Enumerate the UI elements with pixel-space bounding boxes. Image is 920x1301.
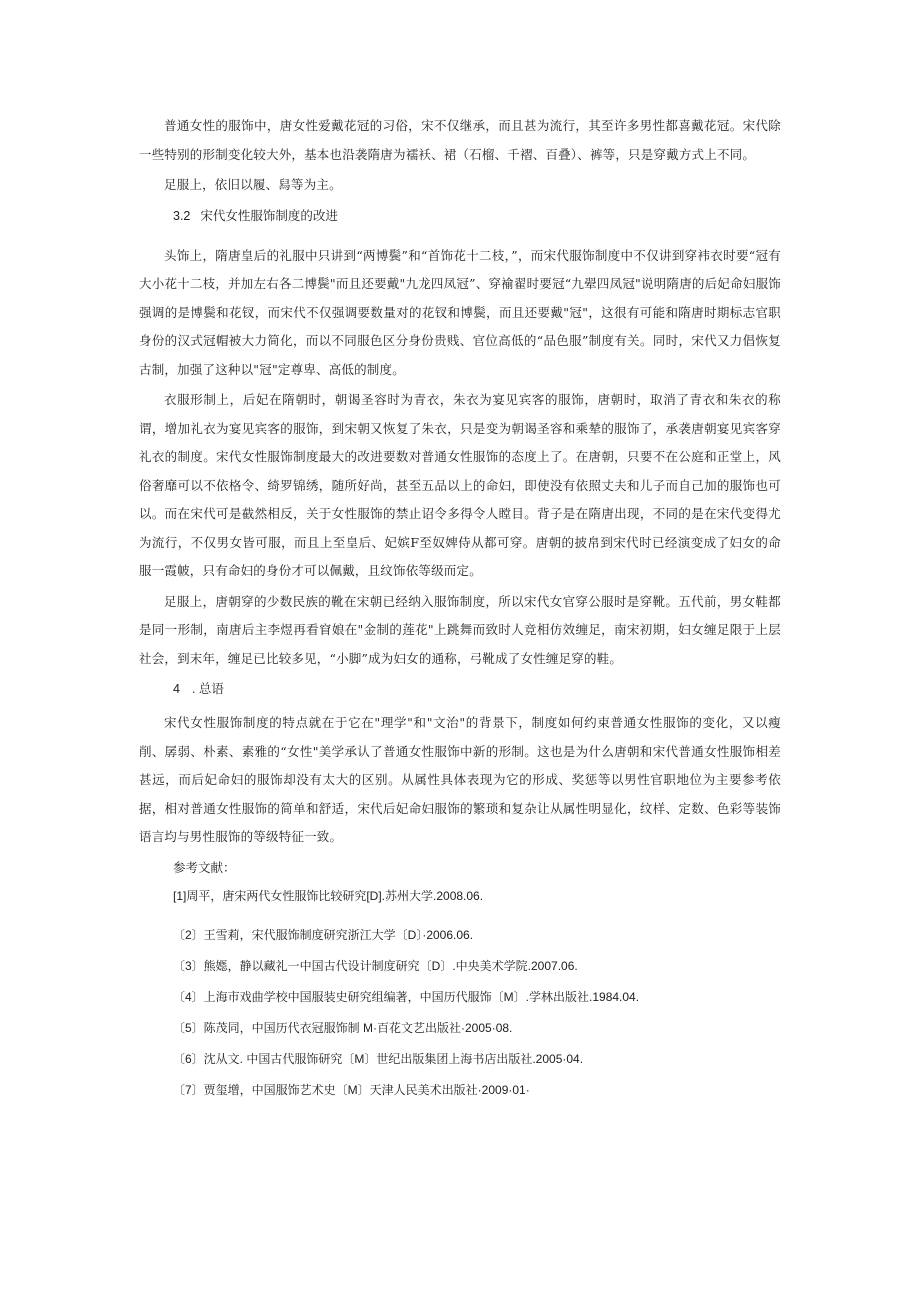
paragraph-footwear: 足服上，依旧以履、舄等为主。 [164, 177, 342, 192]
document-page [139, 112, 781, 1111]
reference-item: 〔6〕沈从文. 中国古代服饰研究〔M〕世纪出版集团上海书店出版社.2005·04. [173, 1051, 584, 1066]
paragraph-garment-form: 衣服形制上，后妃在隋朝时，朝谒圣容时为青衣，朱衣为宴见宾客的服饰，唐朝时，取消了青衣和朱衣的称谓，增加礼衣为宴见宾客的服饰，到宋朝又恢复了朱衣，只是变为朝谒圣容和乘辇的服饰了，承袭唐朝宴见宾客穿礼衣的制度。宋代女性服饰制度最大的改进要数对普通女性服饰的态度上了。在唐朝，只要不在公庭和正堂上，风俗奢靡可以不依格令、绮罗锦绣，随所好尚，甚至五品以上的命妇，即使没有依照丈夫和儿子而自己加的服饰也可以。而在宋代可是截然相反，关于女性服饰的禁止诏令多得令人瞠目。背子是在隋唐出现，不同的是在宋代变得尤为流行，不仅男女皆可服，而且上至皇后、妃嫔F至奴婢侍从都可穿。唐朝的披帛到宋代时已经演变成了妇女的命服一霞帔，只有命妇的身份才可以佩戴，且纹饰依等级而定。 [139, 392, 781, 578]
references-label: 参考文献： [173, 859, 236, 875]
section-heading-4 [139, 675, 781, 703]
section-number: 3.2 [173, 208, 191, 223]
reference-item: 〔2〕王雪莉，宋代服饰制度研究浙江大学〔D〕·2006.06. [173, 927, 474, 942]
reference-item: [1]周平，唐宋两代女性服饰比较研究[D].苏州大学.2008.06. [173, 888, 484, 903]
section-heading-3-2 [139, 202, 781, 230]
reference-item: 〔3〕熊嫕，静以藏礼一中国古代设计制度研究〔D〕.中央美术学院.2007.06. [173, 958, 578, 973]
paragraph-female-costume: 普通女性的服饰中，唐女性爱戴花冠的习俗，宋不仅继承，而且甚为流行，其至许多男性都喜戴花冠。宋代除一些特别的形制变化较大外，基本也沿袭隋唐为襦袄、裙（石榴、千褶、百叠）、裤等，只是穿戴方式上不同。 [139, 118, 781, 162]
reference-list [139, 886, 781, 1100]
reference-item: 〔5〕陈茂同，中国历代衣冠服饰制 M·百花文艺出版社·2005·08. [173, 1020, 513, 1035]
reference-item: 〔7〕贾玺增，中国服饰艺术史〔M〕天津人民美术出版社·2009·01· [173, 1082, 530, 1097]
paragraph-headwear: 头饰上，隋唐皇后的礼服中只讲到“两博鬓”和“首饰花十二枝，”，而宋代服饰制度中不仅讲到穿袆衣时要“冠有大小花十二枝，并加左右各二博鬓"而且还要戴"九龙四凤冠”、穿褕翟时要冠“九翚四凤冠"说明隋唐的后妃命妇服饰强调的是博鬓和花钗，而宋代不仅强调要数量对的花钗和博鬓，而且还要戴"冠"，这很有可能和隋唐时期标志官职身份的汉式冠帽被大力简化，而以不同服色区分身份贵贱、官位高低的“品色服”制度有关。同时，宋代又力倡恢复古制，加强了这种以"冠"定尊卑、高低的制度。 [139, 247, 781, 377]
paragraph-footwear-song: 足服上，唐朝穿的少数民族的靴在宋朝已经纳入服饰制度，所以宋代女官穿公服时是穿靴。五代前，男女鞋都是同一形制，南唐后主李煜再看窅娘在"金制的莲花"上跳舞而致时人竞相仿效缠足，南宋初期，妇女缠足限于上层社会，到末年，缠足已比较多见，“小脚”成为妇女的通称，弓靴成了女性缠足穿的鞋。 [139, 593, 781, 666]
section-number: 4 [173, 682, 180, 696]
reference-item: 〔4〕上海市戏曲学校中国服装史研究组编著，中国历代服饰〔M〕.学林出版社.1984.04. [173, 989, 640, 1004]
section-title: 宋代女性服饰制度的改进 [200, 208, 338, 223]
paragraph-summary: 宋代女性服饰制度的特点就在于它在"理学"和"文治"的背景下，制度如何约束普通女性服饰的变化，又以瘦削、孱弱、朴素、素雅的“女性"美学承认了普通女性服饰中新的形制。这也是为什么唐朝和宋代普通女性服饰相差甚远，而后妃命妇的服饰却没有太大的区别。从属性具体表现为它的形成、奖惩等以男性官职地位为主要参考依据，相对普通女性服饰的简单和舒适，宋代后妃命妇服饰的繁琐和复杂让从属性明显化，纹样、定数、色彩等装饰语言均与男性服饰的等级特征一致。 [139, 715, 781, 844]
section-title: . 总语 [191, 682, 224, 696]
